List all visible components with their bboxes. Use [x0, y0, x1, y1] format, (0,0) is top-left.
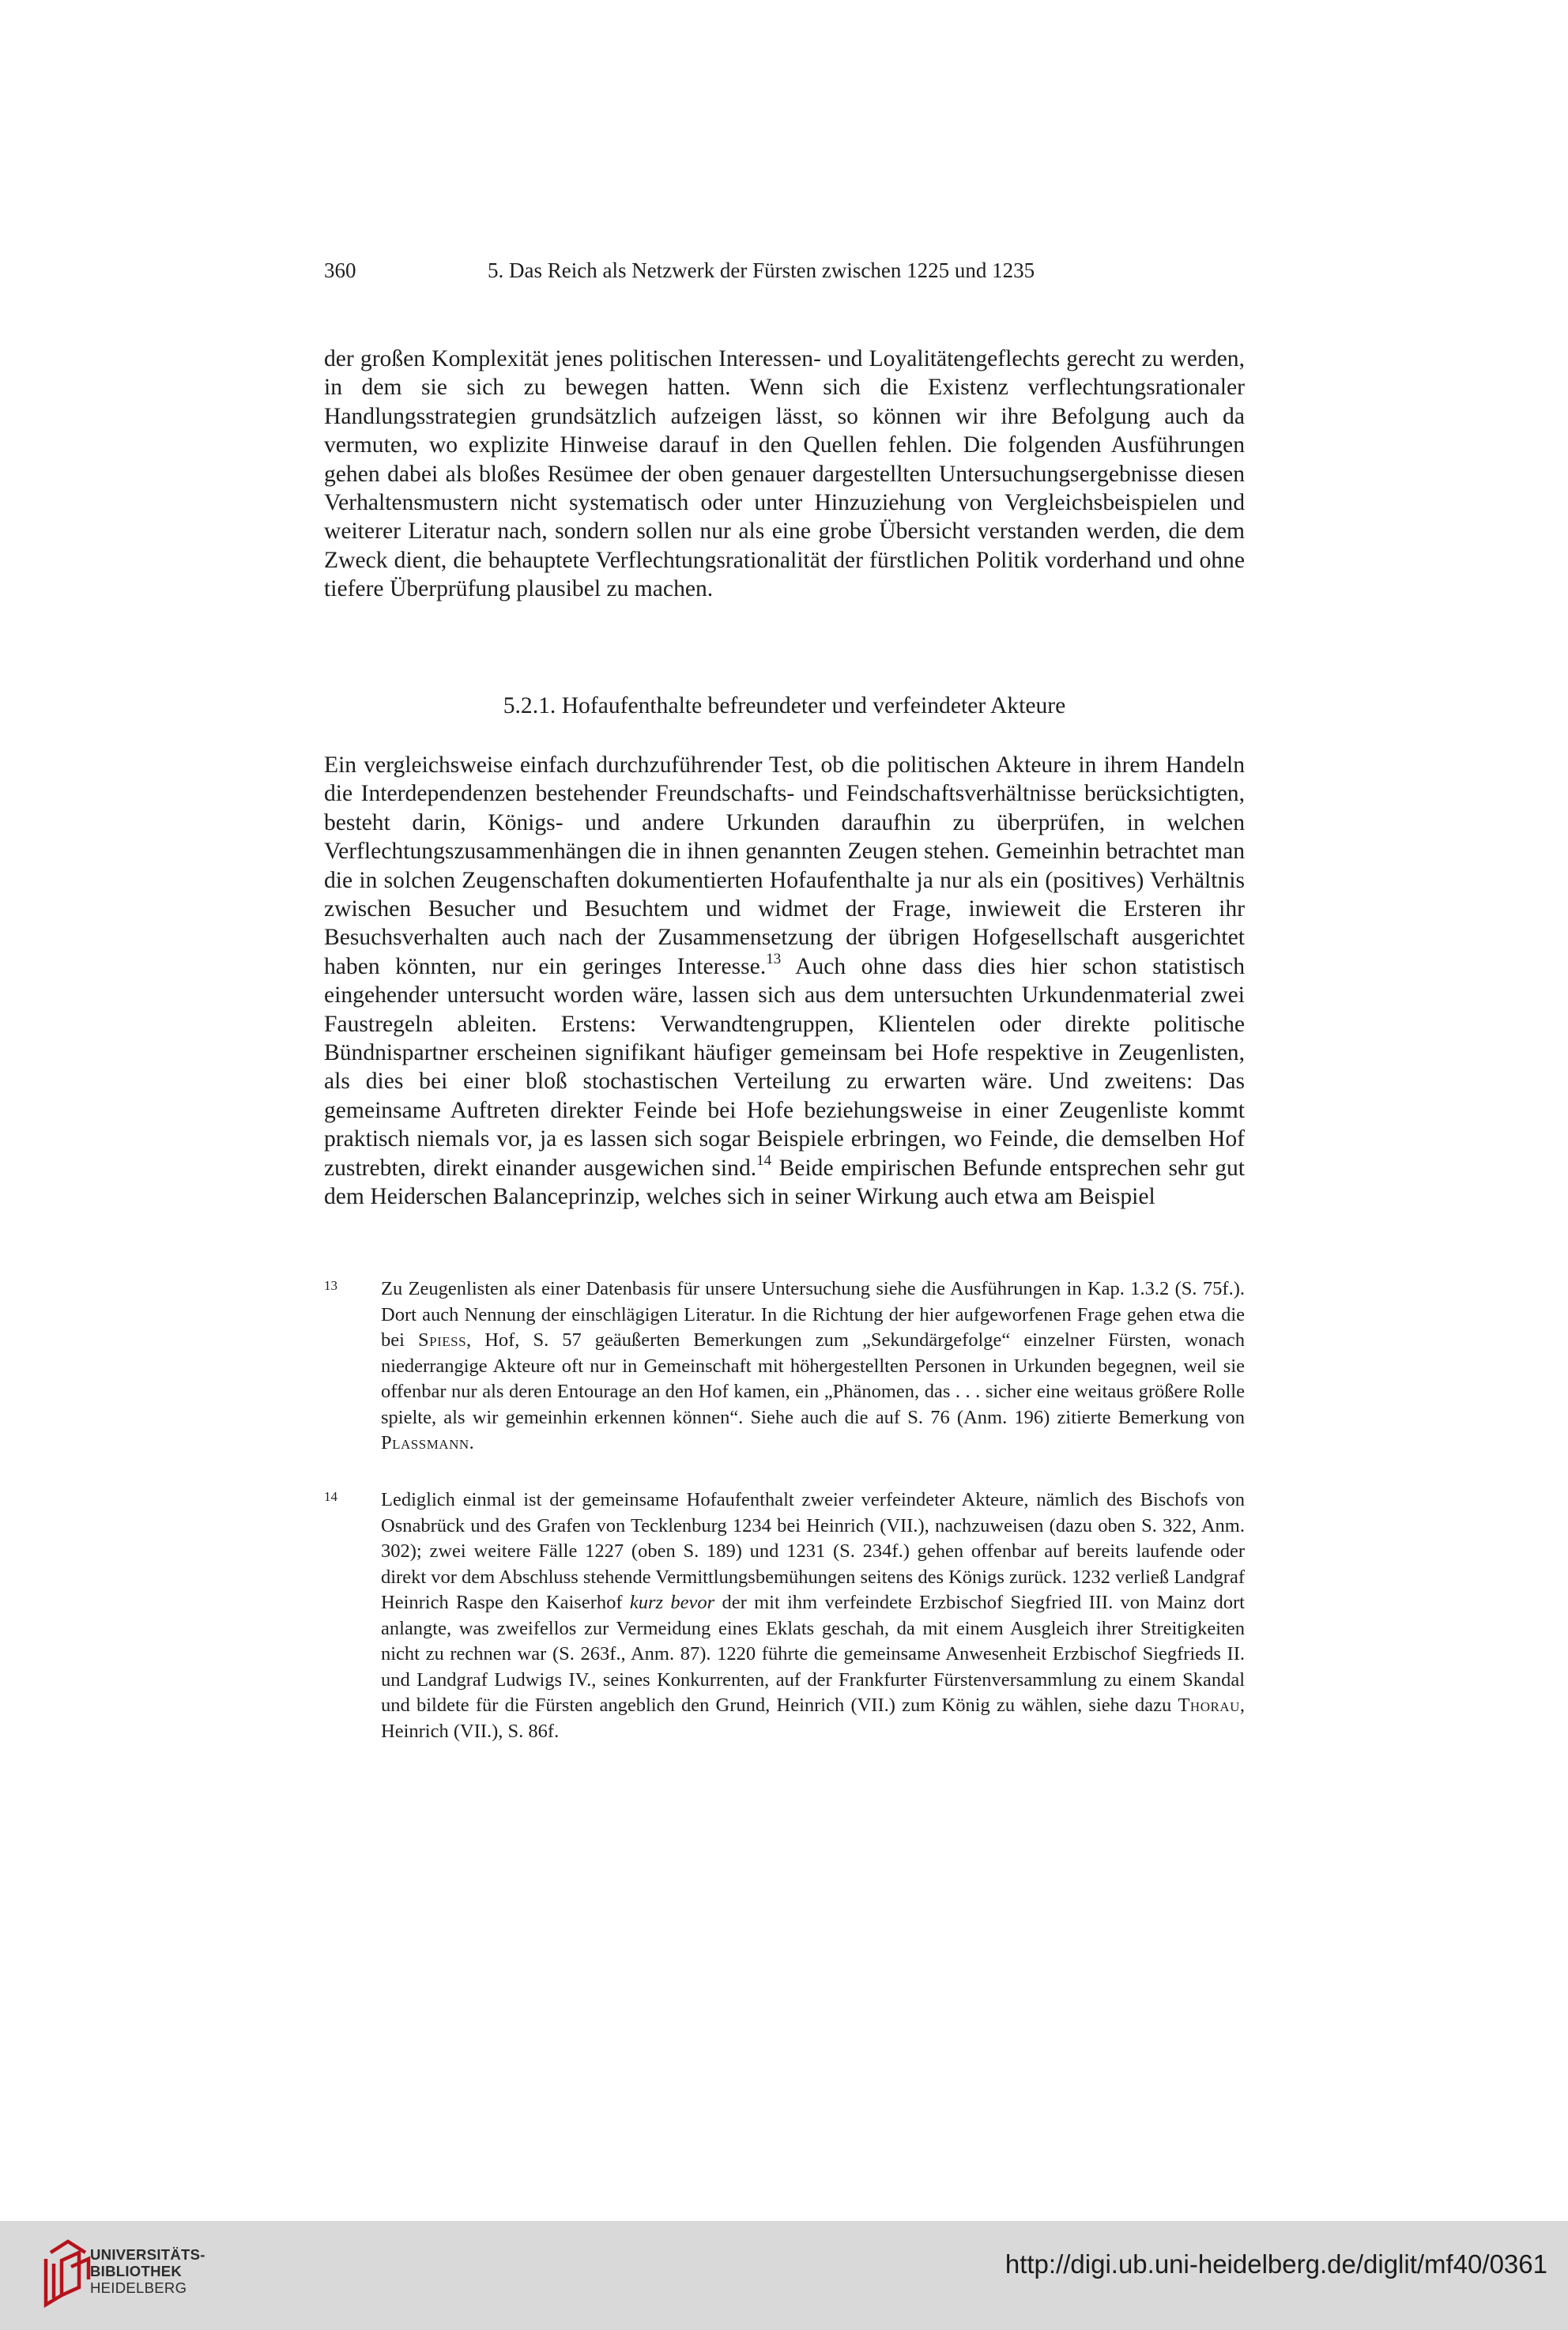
footnote-text-part: .	[469, 1432, 474, 1453]
footnote-ref-14[interactable]: 14	[756, 1152, 772, 1169]
library-logo-icon	[40, 2235, 95, 2311]
footnote-text-part: Lediglich einmal ist der gemeinsame Hofaufenthalt zweier verfeindeter Akteure, nämlich des Bischofs von Osnabrück und des Grafen von Tecklenburg 1234 bei Heinrich (VII.), nachzuweisen (dazu oben S. 322, Anm. 302); zwei weitere Fälle 1227 (oben S. 189) und 1231 (S. 234f.) gehen offenbar auf bereits laufende oder direkt vor dem Abschluss stehende Vermittlungsbemühungen seitens des Königs zurück. 1232 verließ Landgraf Heinrich Raspe den Kaiserhof	[381, 1489, 1245, 1613]
author-name: Thorau	[1178, 1695, 1240, 1716]
library-name-line1: UNIVERSITÄTS-	[90, 2246, 205, 2263]
footnote-text	[381, 1487, 1245, 1744]
footnote-13	[324, 1276, 1245, 1457]
running-title: 5. Das Reich als Netzwerk der Fürsten zwischen 1225 und 1235	[488, 258, 1035, 282]
footnote-mark: 13	[324, 1278, 337, 1293]
paragraph-main-part-a: Ein vergleichsweise einfach durchzuführender Test, ob die politischen Akteure in ihrem Handeln die Interdependenzen bestehender Freundschafts- und Feindschaftsverhältnisse berücksichtigten, besteht darin, Königs- und andere Urkunden daraufhin zu überprüfen, in welchen Verflechtungszusammenhängen die in ihnen genannten Zeugen stehen. Gemeinhin betrachtet man die in solchen Zeugenschaften dokumentierten Hofaufenthalte ja nur als ein (positives) Verhältnis zwischen Besucher und Besuchtem und widmet der Frage, inwieweit die Ersteren ihr Besuchsverhalten auch nach der Zusammensetzung der übrigen Hofgesellschaft ausgerichtet haben könnten, nur ein geringes Interesse.	[324, 752, 1245, 979]
footnote-text-part: , Hof, S. 57 geäußerten Bemerkungen zum „Sekundärgefolge“ einzelner Fürsten, wonach niederrangige Akteure oft nur in Gemeinschaft mit höhergestellten Personen in Urkunden begegnen, weil sie offenbar nur als deren Entourage an den Hof kamen, ein „Phänomen, das . . . sicher eine weitaus größere Rolle spielte, als wir gemeinhin erkennen können“. Siehe auch die auf S. 76 (Anm. 196) zitierte Bemerkung von	[381, 1329, 1245, 1428]
footnote-ref-13[interactable]: 13	[766, 950, 782, 967]
footnote-14	[324, 1487, 1245, 1744]
source-url-link[interactable]: http://digi.ub.uni-heidelberg.de/diglit/mf40/0361	[1004, 2249, 1547, 2279]
author-name: Spiess	[417, 1329, 467, 1351]
library-name-line2: BIBLIOTHEK	[90, 2263, 183, 2279]
library-name	[90, 2246, 205, 2296]
paragraph-intro: der großen Komplexität jenes politischen Interessen- und Loyalitätengeflechts gerecht zu werden, in dem sie sich zu bewegen hatten. Wenn sich die Existenz verflechtungsrationaler Handlungsstrategien grundsätzlich aufzeigen lässt, so können wir ihre Befolgung auch da vermuten, wo explizite Hinweise darauf in den Quellen fehlen. Die folgenden Ausführungen gehen dabei als bloßes Resümee der oben genauer dargestellten Untersuchungsergebnisse diesen Verhaltensmustern nicht systematisch oder unter Hinzuziehung von Vergleichsbeispielen und weiterer Literatur nach, sondern sollen nur als eine grobe Übersicht verstanden werden, die dem Zweck dient, die behauptete Verflechtungsrationalität der fürstlichen Politik vorderhand und ohne tiefere Überprüfung plausibel zu machen.	[324, 346, 1245, 602]
footnote-text-part: der mit ihm verfeindete Erzbischof Siegfried III. von Mainz dort anlangte, was zweifellos zur Vermeidung eines Eklats geschah, da mit einem Ausgleich ihrer Streitigkeiten nicht zu rechnen war (S. 263f., Anm. 87). 1220 führte die gemeinsame Anwesenheit Erzbischof Siegfrieds II. und Landgraf Ludwigs IV., seines Konkurrenten, auf der Frankfurter Fürstenversammlung zu einem Skandal und bildete für die Fürsten angeblich den Grund, Heinrich (VII.) zum König zu wählen, siehe dazu	[381, 1592, 1245, 1716]
footnote-text	[381, 1276, 1245, 1457]
page-number: 360	[324, 258, 356, 282]
section-heading: 5.2.1. Hofaufenthalte befreundeter und verfeindeter Akteure	[503, 693, 1066, 718]
footnote-text-part: , Heinrich (VII.), S. 86f.	[381, 1695, 1245, 1742]
paragraph-main	[324, 751, 1245, 1212]
emphasis-text: kurz bevor	[629, 1592, 715, 1613]
author-name: Plassmann	[381, 1432, 469, 1453]
library-footer-bar	[0, 2221, 1568, 2330]
footnote-text-part: Zu Zeugenlisten als einer Datenbasis für unsere Untersuchung siehe die Ausführungen in Kap. 1.3.2 (S. 75f.). Dort auch Nennung der einschlägigen Literatur. In die Richtung der hier aufgeworfenen Frage gehen etwa die bei	[381, 1278, 1245, 1351]
running-header	[324, 258, 1245, 293]
paragraph-main-part-b: Auch ohne dass dies hier schon statistisch eingehender untersucht worden wäre, lassen sich aus dem untersuchten Urkundenmaterial zwei Faustregeln ableiten. Erstens: Verwandtengruppen, Klientelen oder direkte politische Bündnispartner erscheinen signifikant häufiger gemeinsam bei Hofe respektive in Zeugenlisten, als dies bei einer bloß stochastischen Verteilung zu erwarten wäre. Und zweitens: Das gemeinsame Auftreten direkter Feinde bei Hofe beziehungsweise in einer Zeugenliste kommt praktisch niemals vor, ja es lassen sich sogar Beispiele erbringen, wo Feinde, die demselben Hof zustrebten, direkt einander ausgewichen sind.	[324, 953, 1245, 1181]
paragraph-main-part-c: Beide empirischen Befunde entsprechen sehr gut dem Heiderschen Balanceprinzip, welches sich in seiner Wirkung auch etwa am Beispiel	[324, 1155, 1246, 1210]
library-name-line3: HEIDELBERG	[90, 2279, 187, 2296]
footnote-mark: 14	[324, 1489, 337, 1504]
